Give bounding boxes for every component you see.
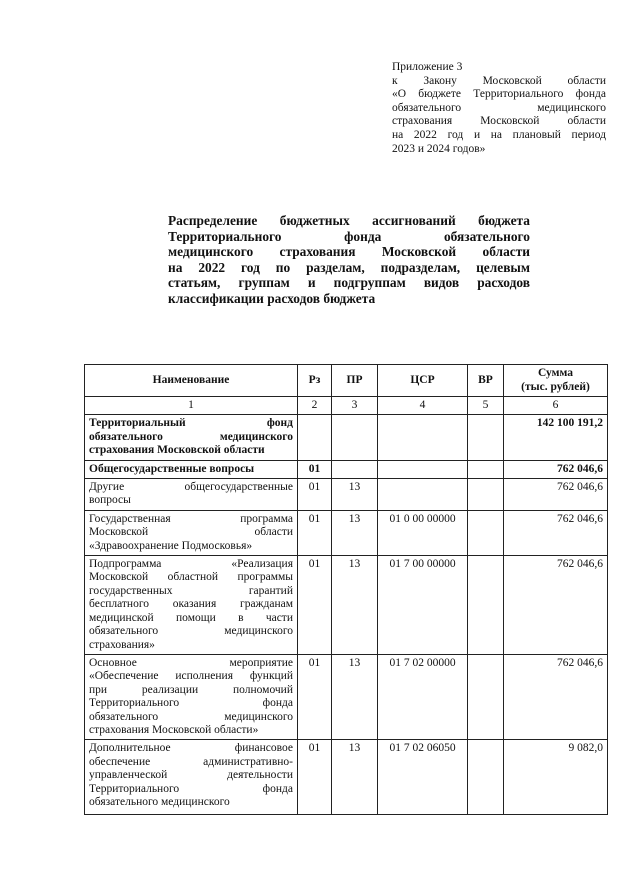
row-name-line: обязательного медицинского (89, 430, 293, 443)
row-name (85, 415, 298, 460)
table-row (85, 556, 608, 655)
document-title (168, 213, 530, 307)
row-name-line: обязательного медицинского (89, 795, 230, 808)
row-csr (378, 415, 468, 460)
row-rz: 01 (298, 740, 332, 815)
table-row (85, 479, 608, 511)
header-name: Наименование (85, 365, 298, 397)
appendix-line: к Закону Московской области (392, 74, 606, 87)
row-name-line: Общегосударственные вопросы (89, 462, 255, 475)
row-name-line: Территориального фонда (89, 782, 293, 795)
row-rz (298, 415, 332, 460)
column-number-row (85, 397, 608, 415)
row-rz: 01 (298, 479, 332, 511)
row-name-line: «Обеспечение исполнения функций (89, 670, 293, 683)
row-name-line: бесплатного оказания гражданам (89, 598, 293, 611)
row-name-line: Другие общегосударственные (89, 481, 293, 494)
row-name (85, 510, 298, 555)
column-number: 6 (504, 397, 608, 415)
appendix-line: Приложение 3 (392, 61, 463, 73)
row-pr: 13 (332, 654, 378, 739)
appendix-line: на 2022 год и на плановый период (392, 128, 606, 141)
header-csr: ЦСР (378, 365, 468, 397)
table-header-row (85, 365, 608, 397)
row-sum: 9 082,0 (504, 740, 608, 815)
row-pr: 13 (332, 740, 378, 815)
table-row (85, 460, 608, 478)
table-row (85, 510, 608, 555)
row-name-line: Территориального фонда (89, 697, 293, 710)
row-pr (332, 415, 378, 460)
row-sum: 762 046,6 (504, 460, 608, 478)
row-name (85, 460, 298, 478)
header-sum-line1: Сумма (538, 367, 573, 380)
row-pr: 13 (332, 556, 378, 655)
row-name-line: обязательного медицинского (89, 710, 293, 723)
row-name-line: управленческой деятельности (89, 769, 293, 782)
title-line: Территориального фонда обязательного (168, 228, 530, 244)
row-csr: 01 7 02 00000 (378, 654, 468, 739)
row-name (85, 556, 298, 655)
title-line: классификации расходов бюджета (168, 290, 376, 306)
row-rz: 01 (298, 654, 332, 739)
column-number: 2 (298, 397, 332, 415)
row-sum: 762 046,6 (504, 654, 608, 739)
row-rz: 01 (298, 460, 332, 478)
title-line: медицинского страхования Московской области (168, 244, 530, 260)
appendix-line: обязательного медицинского (392, 101, 606, 114)
column-number: 5 (468, 397, 504, 415)
row-name (85, 740, 298, 815)
row-name-line: страхования Московской области» (89, 723, 259, 736)
row-name-line: Территориальный фонд (89, 417, 293, 430)
row-csr (378, 460, 468, 478)
header-sum (504, 365, 608, 397)
row-sum: 762 046,6 (504, 479, 608, 511)
table-row (85, 740, 608, 815)
row-name (85, 654, 298, 739)
row-vr (468, 479, 504, 511)
row-csr: 01 7 00 00000 (378, 556, 468, 655)
row-name-line: Дополнительное финансовое (89, 742, 293, 755)
header-sum-line2: (тыс. рублей) (521, 380, 590, 393)
row-vr (468, 415, 504, 460)
row-name-line: Подпрограмма «Реализация (89, 558, 293, 571)
appendix-line: «О бюджете Территориального фонда (392, 88, 606, 101)
row-sum: 142 100 191,2 (504, 415, 608, 460)
header-rz: Рз (298, 365, 332, 397)
header-vr: ВР (468, 365, 504, 397)
row-sum: 762 046,6 (504, 556, 608, 655)
row-name (85, 479, 298, 511)
row-vr (468, 654, 504, 739)
row-sum: 762 046,6 (504, 510, 608, 555)
row-csr: 01 7 02 06050 (378, 740, 468, 815)
row-vr (468, 510, 504, 555)
appendix-line: 2023 и 2024 годов» (392, 142, 486, 155)
row-name-line: при реализации полномочий (89, 683, 293, 696)
row-pr: 13 (332, 479, 378, 511)
row-csr: 01 0 00 00000 (378, 510, 468, 555)
row-vr (468, 556, 504, 655)
budget-table (84, 364, 608, 815)
row-name-line: вопросы (89, 494, 131, 507)
row-vr (468, 460, 504, 478)
row-name-line: страхования Московской области (89, 444, 265, 457)
column-number: 3 (332, 397, 378, 415)
appendix-note (392, 61, 606, 156)
row-name-line: обязательного медицинского (89, 625, 293, 638)
row-name-line: медицинской помощи в части (89, 611, 293, 624)
appendix-line: страхования Московской области (392, 115, 606, 128)
title-line: на 2022 год по разделам, подразделам, целевым (168, 259, 530, 275)
row-pr (332, 460, 378, 478)
row-name-line: обеспечение административно- (89, 755, 293, 768)
row-name-line: «Здравоохранение Подмосковья» (89, 539, 253, 552)
title-line: статьям, группам и подгруппам видов расходов (168, 275, 530, 291)
row-name-line: страхования» (89, 638, 155, 651)
row-name-line: государственных гарантий (89, 584, 293, 597)
column-number: 4 (378, 397, 468, 415)
row-name-line: Основное мероприятие (89, 656, 293, 669)
row-name-line: Государственная программа (89, 512, 293, 525)
table-row (85, 415, 608, 460)
row-csr (378, 479, 468, 511)
row-rz: 01 (298, 510, 332, 555)
row-rz: 01 (298, 556, 332, 655)
column-number: 1 (85, 397, 298, 415)
row-vr (468, 740, 504, 815)
row-name-line: Московской области (89, 526, 293, 539)
title-line: Распределение бюджетных ассигнований бюджета (168, 213, 530, 228)
row-name-line: Московской областной программы (89, 571, 293, 584)
row-pr: 13 (332, 510, 378, 555)
table-row (85, 654, 608, 739)
header-pr: ПР (332, 365, 378, 397)
